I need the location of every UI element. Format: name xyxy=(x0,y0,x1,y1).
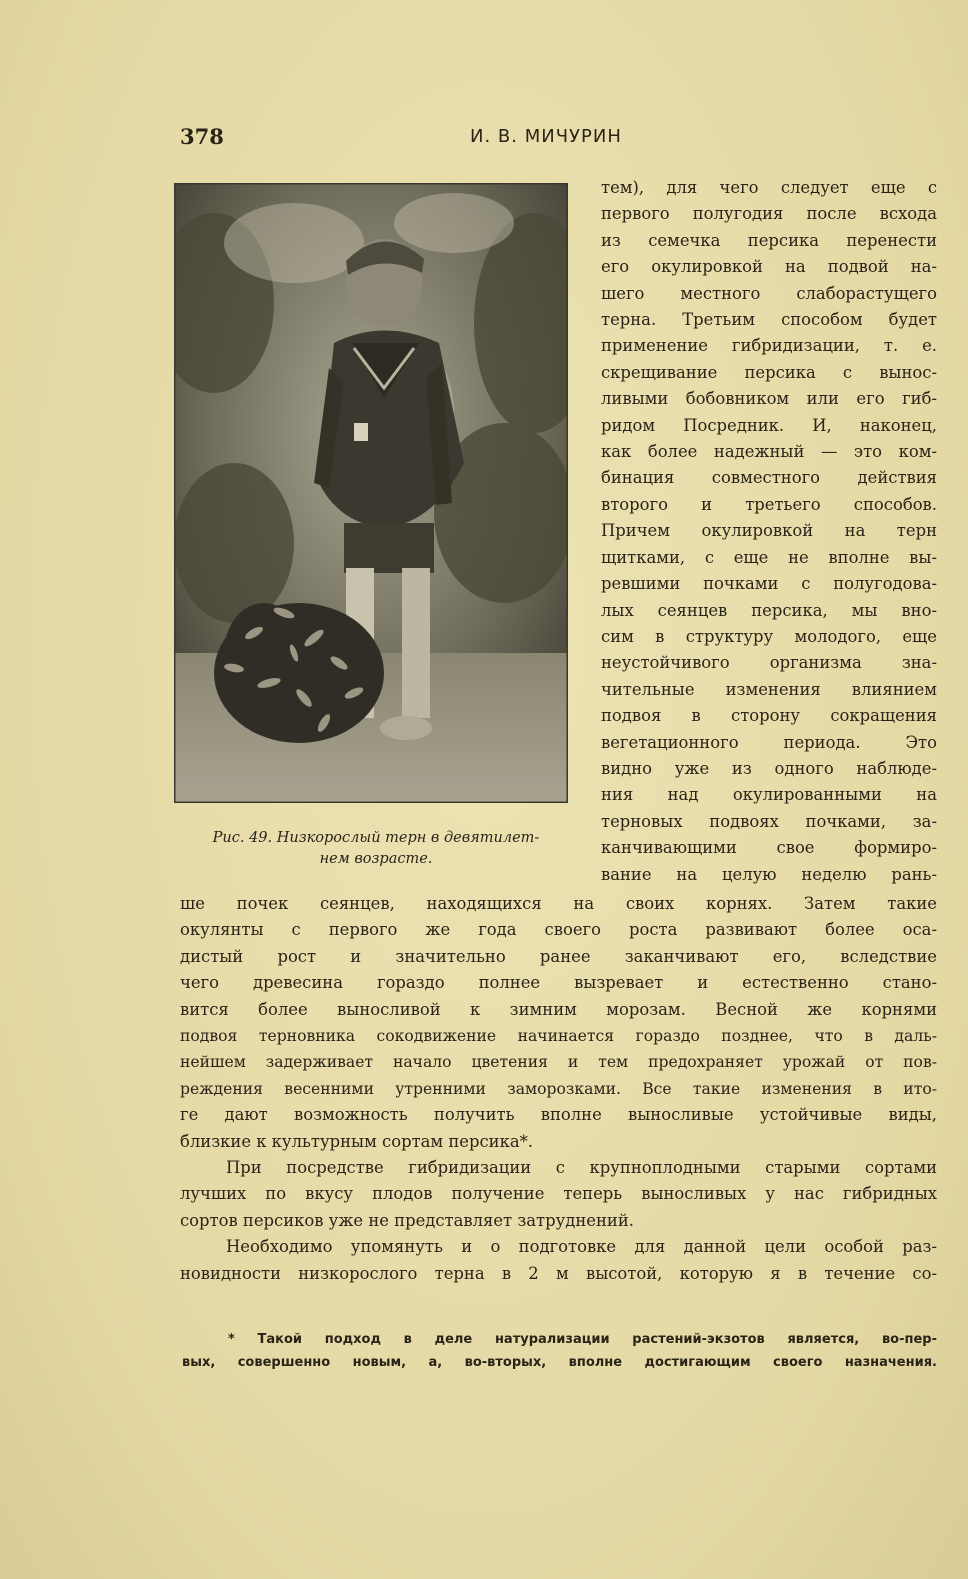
text-line: близкие к культурным сортам персика*. xyxy=(180,1131,534,1151)
footnote-line: * Такой подход в деле натурализации растений-экзотов является, во-пер- xyxy=(228,1332,937,1347)
text-line: Причем окулировкой на терн xyxy=(601,521,937,541)
text-line: вание на целую неделю рань- xyxy=(601,864,937,884)
text-line: щитками, с еще не вполне вы- xyxy=(601,547,937,567)
text-line: бинация совместного действия xyxy=(601,468,937,488)
page-number: 378 xyxy=(180,124,224,149)
footnote-line: вых, совершенно новым, а, во-вторых, вполне достигающим своего назначения. xyxy=(182,1355,937,1370)
text-line: первого полугодия после всхода xyxy=(601,204,937,224)
text-line: дистый рост и значительно ранее заканчивают его, вследствие xyxy=(180,946,937,966)
caption-line: Рис. 49. Низкорослый терн в девятилет- xyxy=(212,830,540,846)
text-line: сим в структуру молодого, еще xyxy=(601,626,937,646)
text-line: вится более выносливой к зимним морозам. Весной же корнями xyxy=(180,999,937,1019)
text-line: скрещивание персика с вынос- xyxy=(601,362,937,382)
text-line: нейшем задерживает начало цветения и тем предохраняет урожай от пов- xyxy=(180,1053,937,1072)
text-line: видно уже из одного наблюде- xyxy=(601,758,937,778)
caption-line: нем возрасте. xyxy=(319,851,433,867)
text-line: ридом Посредник. И, наконец, xyxy=(601,415,937,435)
text-line: новидности низкорослого терна в 2 м высотой, которую я в течение со- xyxy=(180,1263,937,1283)
text-line: окулянты с первого же года своего роста развивают более оса- xyxy=(180,920,937,940)
text-line: ливыми бобовником или его гиб- xyxy=(601,389,937,409)
text-line: шего местного слаборастущего xyxy=(601,283,937,303)
right-column-text xyxy=(601,175,937,888)
text-line: ревшими почками с полугодова- xyxy=(601,574,937,594)
text-line: применение гибридизации, т. е. xyxy=(601,336,937,356)
text-line: ше почек сеянцев, находящихся на своих корнях. Затем такие xyxy=(180,894,937,913)
text-line: вегетационного периода. Это xyxy=(601,732,937,752)
text-line: ге дают возможность получить вполне выносливые устойчивые виды, xyxy=(180,1105,937,1125)
text-line: Необходимо упомянуть и о подготовке для данной цели особой раз- xyxy=(226,1237,937,1257)
page-header xyxy=(180,124,760,154)
text-line: сортов персиков уже не представляет затруднений. xyxy=(180,1210,634,1230)
text-line: второго и третьего способов. xyxy=(601,494,937,514)
text-line: его окулировкой на подвой на- xyxy=(601,257,937,277)
text-line: лучших по вкусу плодов получение теперь выносливых у нас гибридных xyxy=(180,1184,937,1204)
full-width-text xyxy=(180,891,937,1287)
text-line: из семечка персика перенести xyxy=(601,230,937,250)
boy-with-dwarf-blackthorn-photo xyxy=(174,183,568,803)
text-line: терновых подвоях почками, за- xyxy=(601,811,937,831)
text-line: как более надежный — это ком- xyxy=(601,442,937,462)
text-line: реждения весенними утренними заморозками. Все такие изменения в ито- xyxy=(180,1079,937,1098)
text-line: чего древесина гораздо полнее вызревает и естественно стано- xyxy=(180,973,937,993)
text-line: подвоя терновника сокодвижение начинается гораздо позднее, что в даль- xyxy=(180,1027,937,1046)
text-line: терна. Третьим способом будет xyxy=(601,310,937,330)
text-line: При посредстве гибридизации с крупноплодными старыми сортами xyxy=(226,1158,937,1178)
footnote xyxy=(182,1328,937,1374)
text-line: канчивающими свое формиро- xyxy=(601,838,937,858)
text-line: чительные изменения влиянием xyxy=(601,679,937,699)
text-line: лых сеянцев персика, мы вно- xyxy=(601,600,937,620)
text-line: тем), для чего следует еще с xyxy=(601,178,937,197)
text-line: ния над окулированными на xyxy=(601,785,937,805)
figure-caption xyxy=(172,828,580,870)
text-line: неустойчивого организма зна- xyxy=(601,653,937,673)
text-line: подвоя в сторону сокращения xyxy=(601,706,937,726)
running-title: И. В. МИЧУРИН xyxy=(470,126,622,147)
